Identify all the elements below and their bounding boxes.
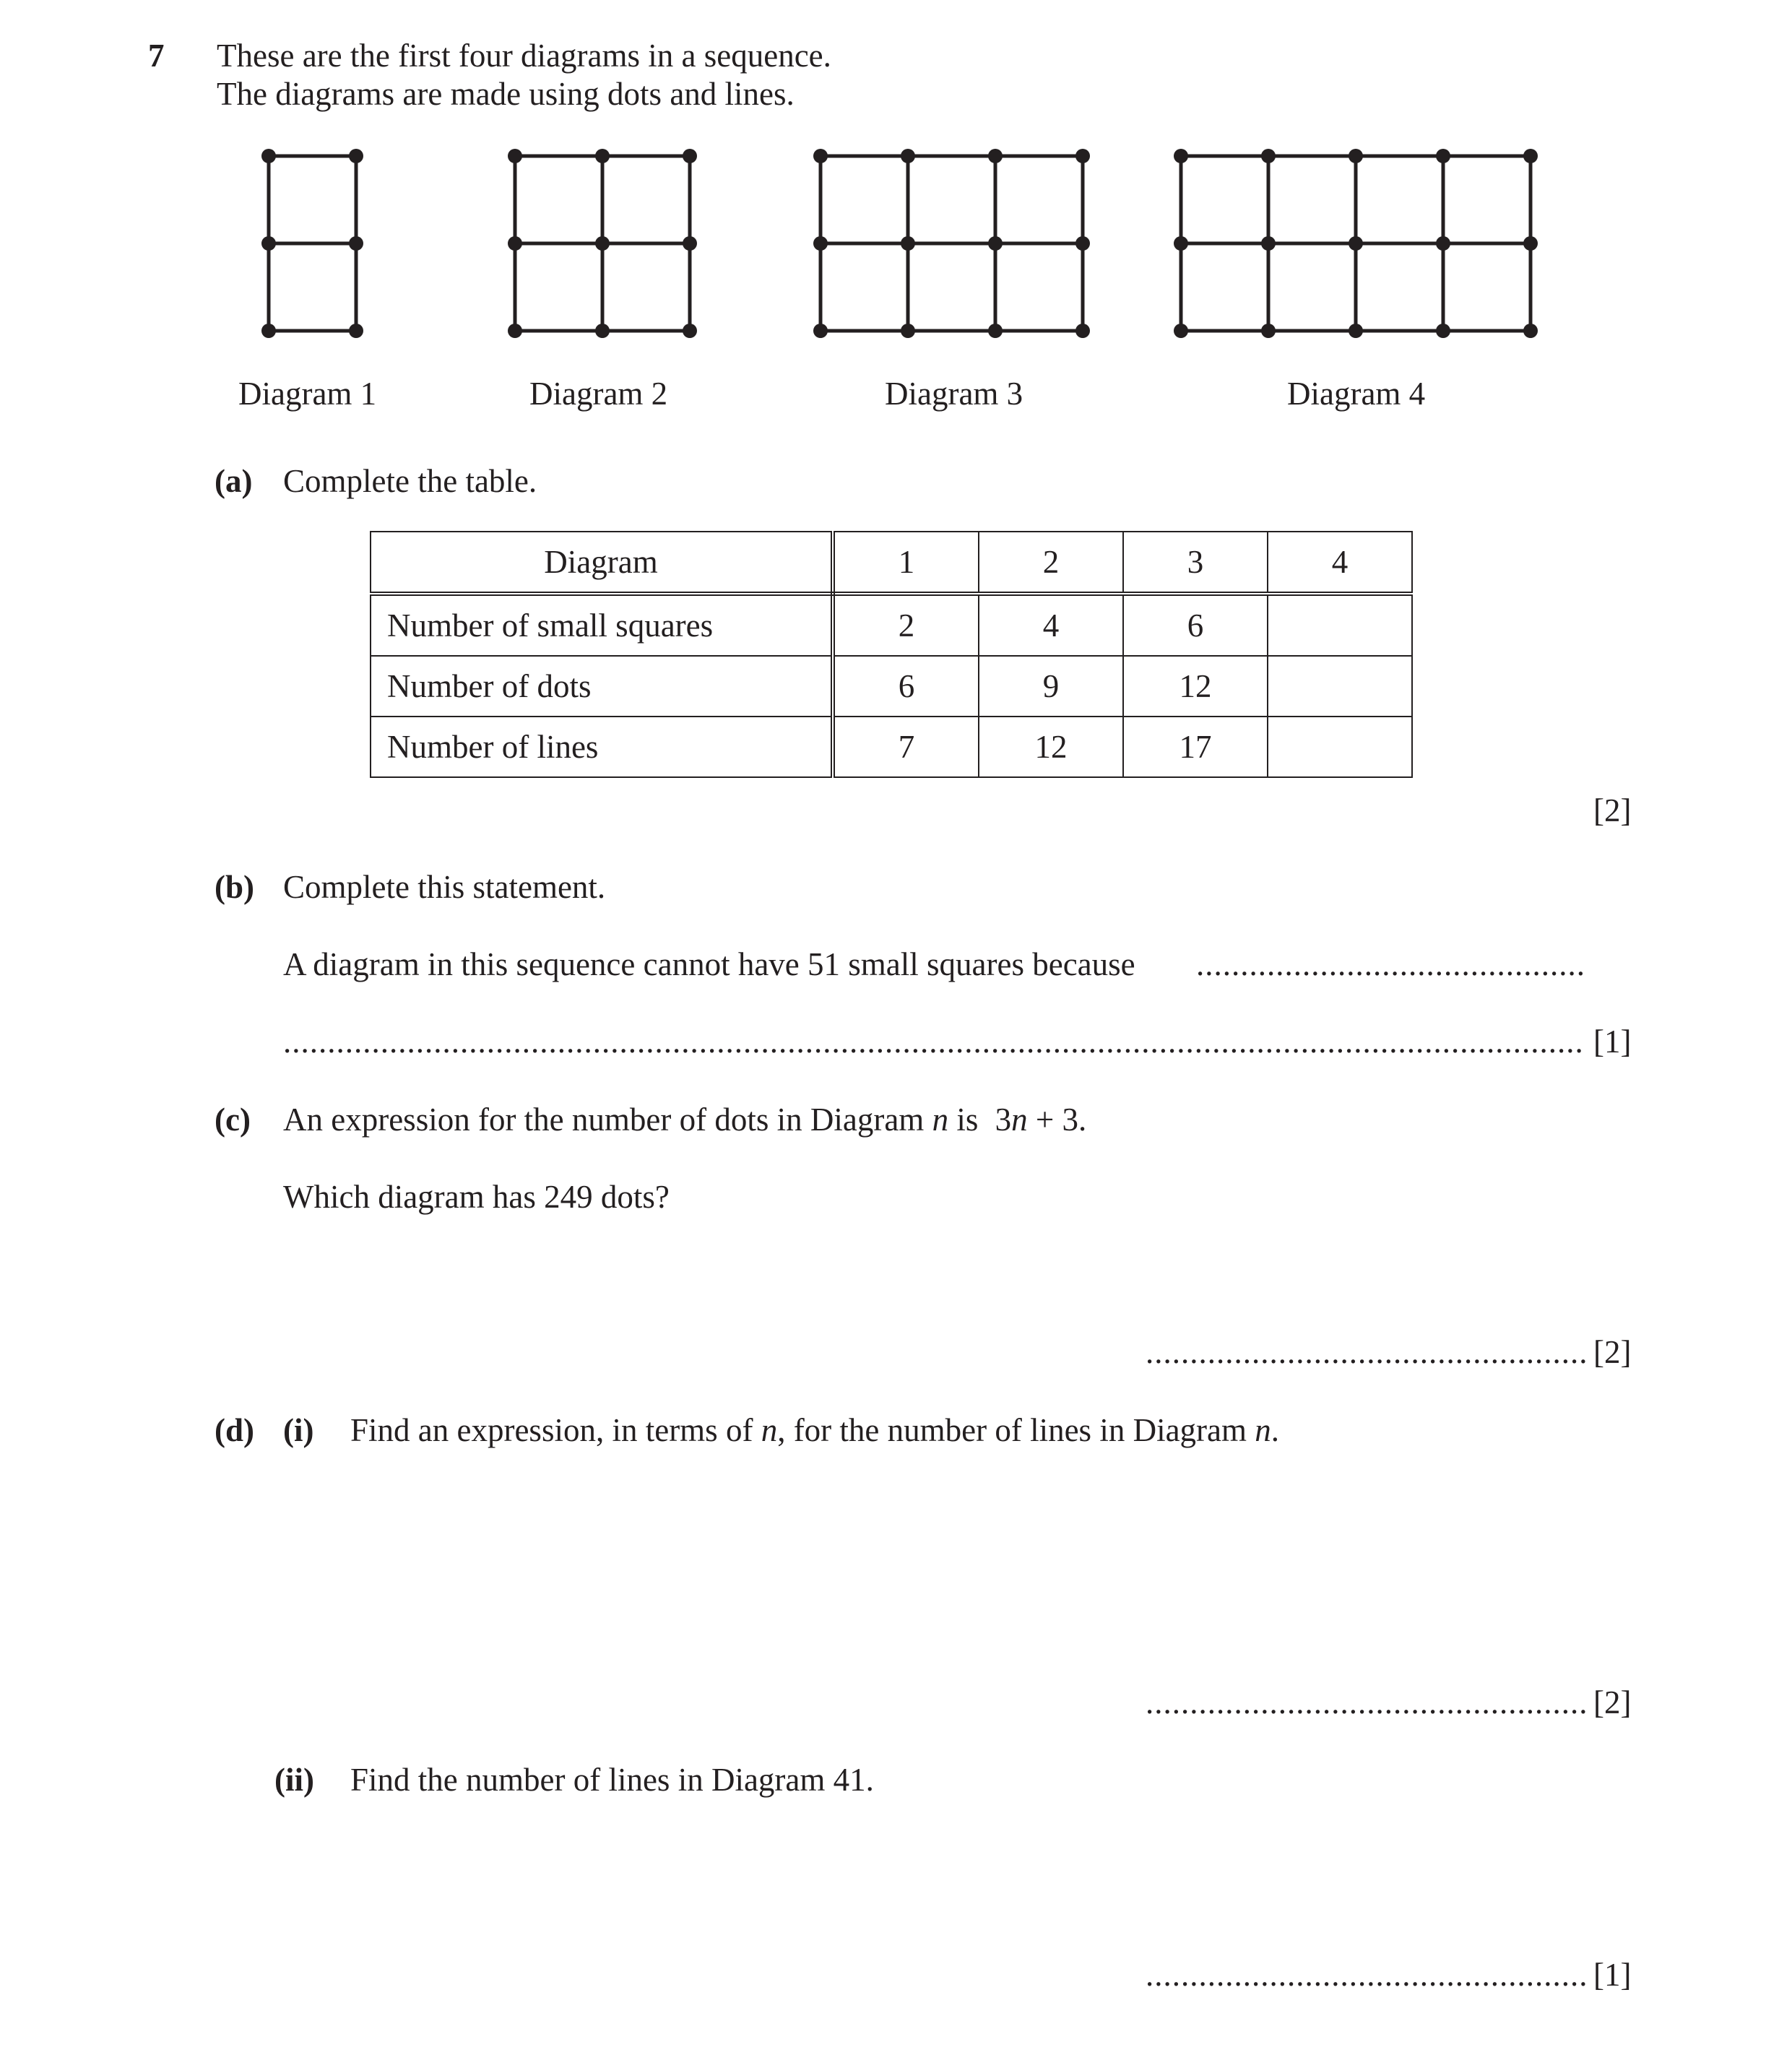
part-d-i-text <box>350 1414 1279 1447</box>
diagram-dot <box>1349 324 1363 338</box>
part-c-marks: [2] <box>1593 1334 1632 1370</box>
part-b-answer-line-1[interactable]: ............................................ <box>1196 946 1585 982</box>
diagram-dot <box>349 324 363 338</box>
table-row-lines <box>371 717 1412 777</box>
question-intro-line-1: These are the first four diagrams in a sequence. <box>217 38 831 74</box>
part-d-ii-label: (ii) <box>274 1762 314 1798</box>
part-b-answer-line-2[interactable]: ................................................................................................................................................... <box>283 1023 1584 1060</box>
diagram-4 <box>1174 149 1538 338</box>
diagram-dot <box>1075 149 1090 163</box>
expr-variable: n <box>1011 1102 1028 1138</box>
part-d-ii-answer-line[interactable]: .................................................. <box>1146 1957 1588 1993</box>
diagram-dot <box>901 236 915 251</box>
diagram-dot <box>261 324 276 338</box>
diagram-dot <box>813 324 828 338</box>
table-cell: 6 <box>833 656 979 717</box>
diagram-dot <box>1523 149 1538 163</box>
part-c-text: An expression for the number of dots in Diagram <box>283 1102 925 1138</box>
expression-3n-plus-3 <box>995 1102 1087 1138</box>
diagram-dot <box>1349 149 1363 163</box>
diagram-dot <box>1523 324 1538 338</box>
diagram-dot <box>1174 236 1188 251</box>
part-a-label: (a) <box>215 463 253 499</box>
part-b-instruction: Complete this statement. <box>283 869 606 905</box>
diagram-dot <box>813 236 828 251</box>
variable-n: n <box>1255 1412 1271 1448</box>
table-cell: 2 <box>833 594 979 656</box>
table-header-cell: 4 <box>1268 532 1412 594</box>
diagram-3 <box>813 149 1090 338</box>
diagram-dot <box>508 236 522 251</box>
part-a-instruction: Complete the table. <box>283 463 537 499</box>
diagram-dot <box>1436 236 1450 251</box>
table-header-cell: 1 <box>833 532 979 594</box>
diagram-dot <box>261 149 276 163</box>
row-label: Number of small squares <box>371 594 833 656</box>
diagram-dot <box>1261 236 1276 251</box>
variable-n: n <box>761 1412 778 1448</box>
diagram-2-label: Diagram 2 <box>529 376 668 412</box>
diagram-dot <box>901 324 915 338</box>
diagram-dot <box>683 149 697 163</box>
part-b-statement: A diagram in this sequence cannot have 51 small squares because <box>283 946 1135 982</box>
diagram-dot <box>988 149 1003 163</box>
part-c-question: Which diagram has 249 dots? <box>283 1179 670 1215</box>
question-number: 7 <box>148 38 165 74</box>
diagram-dot <box>1174 324 1188 338</box>
diagram-dot <box>508 149 522 163</box>
part-c-label: (c) <box>215 1102 251 1138</box>
diagram-dot <box>349 149 363 163</box>
part-b-label: (b) <box>215 869 254 905</box>
diagram-dot <box>1075 324 1090 338</box>
part-a-marks: [2] <box>1593 792 1632 828</box>
part-d-i-text-b: , for the number of lines in Diagram <box>777 1412 1247 1448</box>
part-d-i-label: (i) <box>283 1412 314 1448</box>
diagram-1-label: Diagram 1 <box>238 376 377 412</box>
diagram-dot <box>988 236 1003 251</box>
table-cell: 12 <box>1123 656 1268 717</box>
diagram-3-label: Diagram 3 <box>885 376 1023 412</box>
part-c-is: is <box>956 1102 979 1138</box>
diagram-dot <box>595 236 610 251</box>
question-intro-line-2: The diagrams are made using dots and lines. <box>217 76 795 112</box>
part-c-answer-line[interactable]: .................................................. <box>1146 1334 1588 1370</box>
part-c-statement <box>283 1104 1086 1136</box>
row-label: Number of lines <box>371 717 833 777</box>
diagram-dot <box>1075 236 1090 251</box>
diagram-dot <box>595 324 610 338</box>
answer-cell-lines[interactable] <box>1268 717 1412 777</box>
part-d-i-answer-line[interactable]: .................................................. <box>1146 1684 1588 1721</box>
diagram-dot <box>261 236 276 251</box>
table-header-cell: 2 <box>979 532 1123 594</box>
table-cell: 17 <box>1123 717 1268 777</box>
part-d-i-marks: [2] <box>1593 1684 1632 1721</box>
table-cell: 12 <box>979 717 1123 777</box>
diagram-dot <box>1523 236 1538 251</box>
table-row-small-squares <box>371 594 1412 656</box>
diagram-2 <box>508 149 697 338</box>
sequence-table <box>370 531 1413 778</box>
table-cell: 6 <box>1123 594 1268 656</box>
diagram-dot <box>508 324 522 338</box>
diagram-dot <box>1174 149 1188 163</box>
table-header-diagram: Diagram <box>371 532 833 594</box>
diagram-dot <box>1349 236 1363 251</box>
part-d-ii-text: Find the number of lines in Diagram 41. <box>350 1762 874 1798</box>
diagram-dot <box>988 324 1003 338</box>
diagram-dot <box>683 324 697 338</box>
answer-cell-squares[interactable] <box>1268 594 1412 656</box>
variable-n: n <box>932 1102 949 1138</box>
diagram-dot <box>349 236 363 251</box>
diagram-dot <box>595 149 610 163</box>
table-cell: 4 <box>979 594 1123 656</box>
sequence-diagrams <box>0 144 1792 361</box>
table-cell: 7 <box>833 717 979 777</box>
expr-coefficient: 3 <box>995 1102 1012 1138</box>
part-d-i-text-c: . <box>1271 1412 1280 1448</box>
table-header-row <box>371 532 1412 594</box>
part-d-label: (d) <box>215 1412 254 1448</box>
diagram-dot <box>1436 149 1450 163</box>
table-cell: 9 <box>979 656 1123 717</box>
diagram-1 <box>261 149 363 338</box>
diagram-4-label: Diagram 4 <box>1287 376 1426 412</box>
diagram-dot <box>1261 324 1276 338</box>
diagram-dot <box>1436 324 1450 338</box>
diagram-dot <box>813 149 828 163</box>
diagram-dot <box>1261 149 1276 163</box>
expr-rest: + 3. <box>1027 1102 1087 1138</box>
table-header-cell: 3 <box>1123 532 1268 594</box>
diagram-dot <box>683 236 697 251</box>
part-d-i-text-a: Find an expression, in terms of <box>350 1412 753 1448</box>
answer-cell-dots[interactable] <box>1268 656 1412 717</box>
row-label: Number of dots <box>371 656 833 717</box>
diagram-dot <box>901 149 915 163</box>
table-row-dots <box>371 656 1412 717</box>
part-b-marks: [1] <box>1593 1023 1632 1060</box>
part-d-ii-marks: [1] <box>1593 1957 1632 1993</box>
